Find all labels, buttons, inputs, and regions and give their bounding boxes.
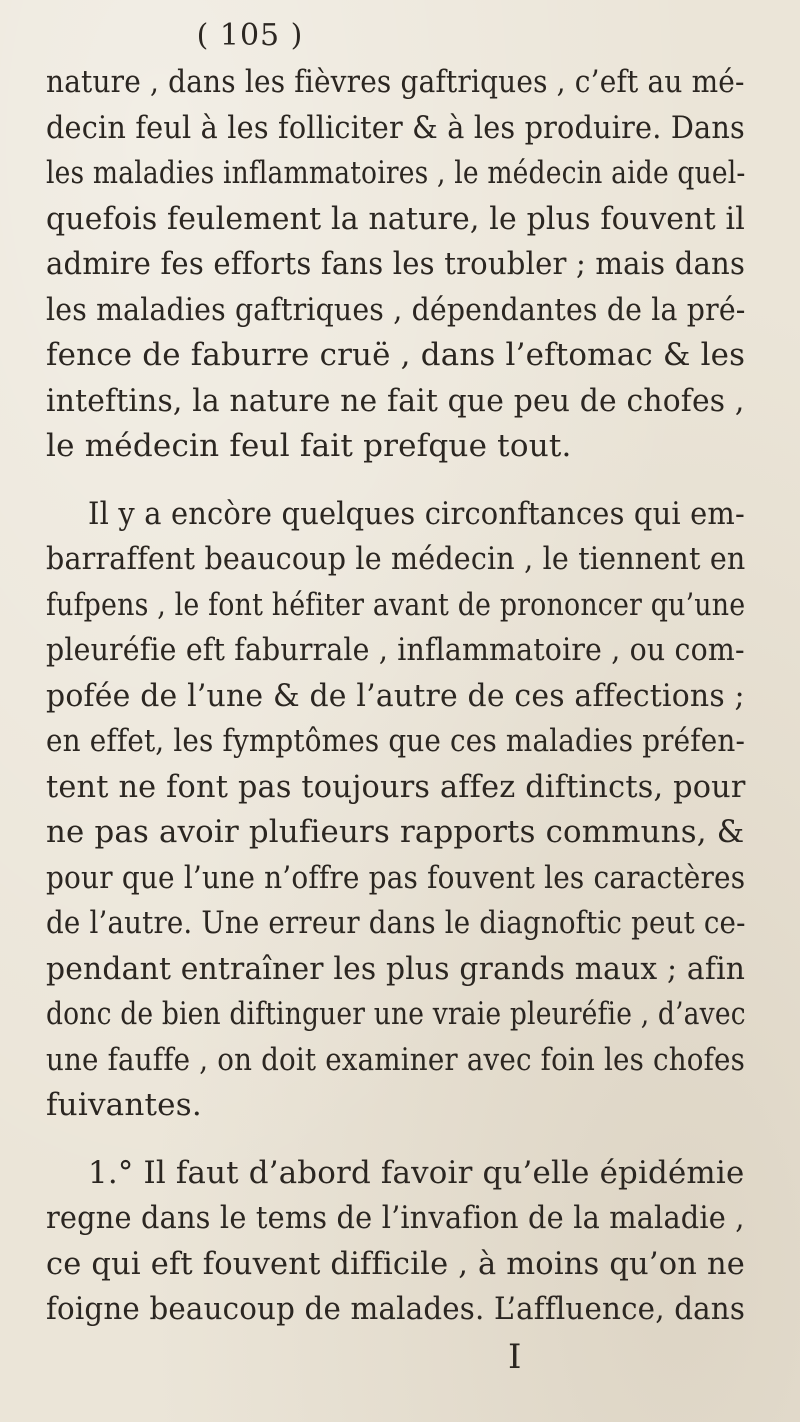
page-number: ( 105 ) [196,18,304,53]
text-line: admire fes efforts fans les troubler ; mais dans [46,246,746,282]
text-line: decin feul à les folliciter & à les produire. Dans [46,110,745,146]
text-line: regne dans le tems de l’invafion de la maladie , [46,1200,745,1236]
text-line: barraffent beaucoup le médecin , le tiennent en [46,541,746,577]
text-line: en effet, les fymptômes que ces maladies préfen- [46,723,746,759]
text-line: tent ne font pas toujours affez diftincts, pour [46,769,746,805]
catchword: I [508,1337,522,1377]
text-line: pofée de l’une & de l’autre de ces affections ; [46,678,745,714]
text-line: pour que l’une n’offre pas fouvent les caractères [46,860,746,896]
text-line: les maladies inflammatoires , le médecin aide quel- [46,155,746,191]
text-line: une fauffe , on doit examiner avec foin les chofes [46,1042,746,1078]
text-line: les maladies gaftriques , dépendantes de la pré- [46,292,746,328]
text-line: foigne beaucoup de malades. L’affluence, dans [46,1291,746,1327]
text-line: ce qui eft fouvent difficile , à moins qu’on ne [46,1246,746,1282]
text-line: pleuréfie eft faburrale , inflammatoire , ou com- [46,632,745,668]
text-line: quefois feulement la nature, le plus fouvent il [46,201,746,237]
text-line: fuivantes. [46,1087,202,1123]
text-line: fufpens , le font héfiter avant de prononcer qu’une [46,587,746,623]
text-line: de l’autre. Une erreur dans le diagnoftic peut ce- [46,905,746,941]
text-line: inteftins, la nature ne fait que peu de chofes , [46,383,745,419]
text-line: pendant entraîner les plus grands maux ; afin [46,951,746,987]
text-line: Il y a encòre quelques circonftances qui em- [88,496,745,532]
text-line: donc de bien diftinguer une vraie pleuréfie , d’avec [46,996,746,1032]
text-line: 1.° Il faut d’abord favoir qu’elle épidémie [88,1155,745,1191]
text-line: le médecin feul fait prefque tout. [46,428,572,464]
text-line: ne pas avoir plufieurs rapports communs, & [46,814,745,850]
text-line: nature , dans les fièvres gaftriques , c’eft au mé- [46,64,745,100]
text-line: fence de faburre cruë , dans l’eftomac & les [46,337,746,373]
